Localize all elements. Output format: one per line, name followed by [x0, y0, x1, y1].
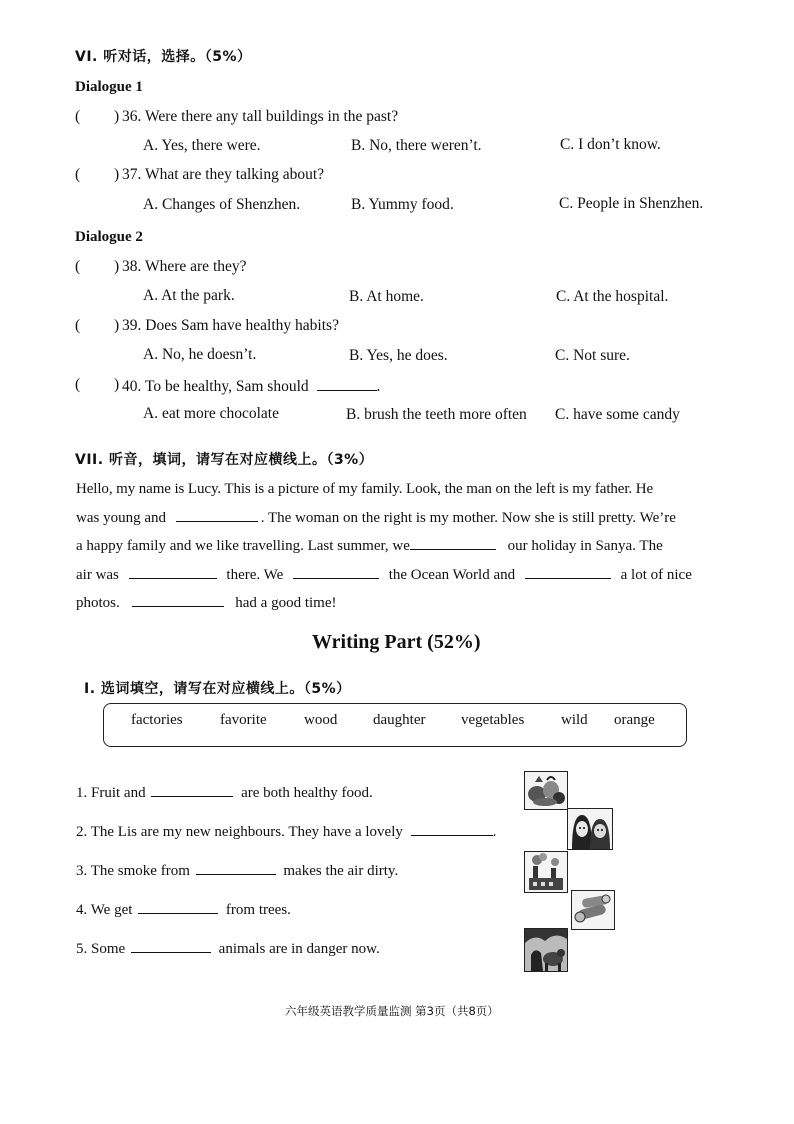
passage-blank-4[interactable] — [293, 564, 379, 579]
fill-sentence-1 — [76, 782, 373, 802]
question-38: 38. Where are they? — [122, 258, 247, 275]
option-39-c: C. Not sure. — [555, 347, 630, 364]
answer-paren-open-38[interactable]: ( — [75, 258, 81, 275]
answer-paren-close-36: ) — [114, 108, 120, 125]
passage-blank-2[interactable] — [410, 535, 496, 550]
option-40-a: A. eat more chocolate — [143, 405, 279, 422]
passage-text: air was — [76, 566, 119, 583]
passage-text: our holiday in Sanya. The — [507, 538, 663, 554]
word-orange: orange — [614, 712, 655, 728]
passage-blank-5[interactable] — [525, 564, 611, 579]
word-vegetables: vegetables — [461, 712, 525, 728]
section-7-title: VII. 听音，填词，请写在对应横线上。（3%） — [75, 452, 374, 468]
passage-line-2 — [76, 504, 726, 533]
passage-blank-6[interactable] — [132, 592, 224, 607]
sentence-text: makes the air dirty. — [283, 863, 399, 879]
section-6-title: VI. 听对话，选择。（5%） — [75, 49, 252, 65]
fill-sentence-5 — [76, 938, 380, 958]
option-39-a: A. No, he doesn’t. — [143, 346, 257, 363]
word-favorite: favorite — [220, 712, 267, 728]
passage-text: a happy family and we like travelling. Last summer, we — [76, 538, 410, 554]
passage-text: was young and — [76, 509, 166, 526]
option-37-b: B. Yummy food. — [351, 196, 454, 213]
answer-paren-close-40: ) — [114, 376, 120, 393]
word-factories: factories — [131, 712, 183, 728]
answer-paren-close-39: ) — [114, 317, 120, 334]
passage-text: there. We — [226, 566, 284, 583]
sentence-text: are both healthy food. — [241, 785, 373, 801]
passage-blank-3[interactable] — [129, 564, 217, 579]
passage-text: . The woman on the right is my mother. Now she is still pretty. We’re — [260, 509, 676, 526]
passage-line-5 — [76, 589, 726, 618]
answer-paren-open-39[interactable]: ( — [75, 317, 81, 334]
fill-blank-3[interactable] — [196, 860, 276, 875]
option-38-c: C. At the hospital. — [556, 288, 669, 305]
sentence-text: 1. Fruit and — [76, 785, 146, 801]
option-40-c: C. have some candy — [555, 406, 680, 423]
fill-blank-5[interactable] — [131, 938, 211, 953]
page-footer: 六年级英语教学质量监测 第3页（共8页） — [285, 1004, 499, 1018]
writing-part-title: Writing Part (52%) — [312, 631, 481, 653]
dialogue-1-title: Dialogue 1 — [75, 79, 143, 95]
option-38-a: A. At the park. — [143, 287, 235, 304]
answer-paren-close-38: ) — [114, 258, 120, 275]
fill-sentence-3 — [76, 860, 398, 880]
fill-blank-4[interactable] — [138, 899, 218, 914]
sentence-text: . — [492, 824, 497, 840]
wild-animals-icon — [524, 928, 568, 972]
option-38-b: B. At home. — [349, 288, 424, 305]
question-40-text: 40. To be healthy, Sam should — [122, 378, 309, 395]
passage-text: the Ocean World and — [388, 566, 516, 583]
fill-blank-2[interactable] — [411, 821, 493, 836]
sentence-text: 3. The smoke from — [76, 863, 190, 879]
option-37-c: C. People in Shenzhen. — [559, 195, 704, 212]
passage-line-4 — [76, 561, 726, 590]
question-40 — [122, 376, 380, 396]
vegetables-icon — [524, 771, 568, 810]
question-37: 37. What are they talking about? — [122, 166, 325, 183]
sentence-text: animals are in danger now. — [218, 941, 380, 957]
option-36-c: C. I don’t know. — [560, 136, 661, 153]
family-icon — [567, 808, 613, 850]
word-wood: wood — [304, 712, 338, 728]
sentence-text: from trees. — [225, 902, 291, 918]
answer-paren-open-40[interactable]: ( — [75, 376, 81, 393]
passage-line-1 — [76, 475, 726, 504]
option-36-a: A. Yes, there were. — [143, 137, 261, 154]
question-36: 36. Were there any tall buildings in the past? — [122, 108, 399, 125]
question-39: 39. Does Sam have healthy habits? — [122, 317, 339, 334]
sentence-text: 2. The Lis are my new neighbours. They have a lovely — [76, 824, 403, 840]
writing-section-1-title: I. 选词填空，请写在对应横线上。（5%） — [84, 681, 351, 697]
passage-blank-1[interactable] — [176, 507, 258, 522]
answer-paren-close-37: ) — [114, 166, 120, 183]
fill-blank-1[interactable] — [151, 782, 233, 797]
factory-icon — [524, 851, 568, 893]
answer-paren-open-36[interactable]: ( — [75, 108, 81, 125]
option-40-b: B. brush the teeth more often — [346, 406, 527, 423]
answer-blank-40[interactable] — [317, 376, 377, 391]
question-40-period: . — [376, 378, 381, 395]
passage-text: photos. — [76, 595, 120, 611]
word-wild: wild — [561, 712, 588, 728]
passage-text: Hello, my name is Lucy. This is a picture of my family. Look, the man on the left is my father. He — [76, 481, 654, 497]
option-36-b: B. No, there weren’t. — [351, 137, 482, 154]
passage-text: had a good time! — [235, 595, 337, 611]
option-39-b: B. Yes, he does. — [349, 347, 448, 364]
passage-text: a lot of nice — [620, 566, 692, 583]
fill-sentence-4 — [76, 899, 291, 919]
sentence-text: 4. We get — [76, 902, 133, 918]
word-daughter: daughter — [373, 712, 426, 728]
fill-sentence-2 — [76, 821, 496, 841]
logs-icon — [571, 890, 615, 930]
option-37-a: A. Changes of Shenzhen. — [143, 196, 301, 213]
passage-line-3 — [76, 532, 726, 561]
dialogue-2-title: Dialogue 2 — [75, 229, 143, 245]
answer-paren-open-37[interactable]: ( — [75, 166, 81, 183]
sentence-text: 5. Some — [76, 941, 126, 957]
passage — [76, 475, 726, 618]
